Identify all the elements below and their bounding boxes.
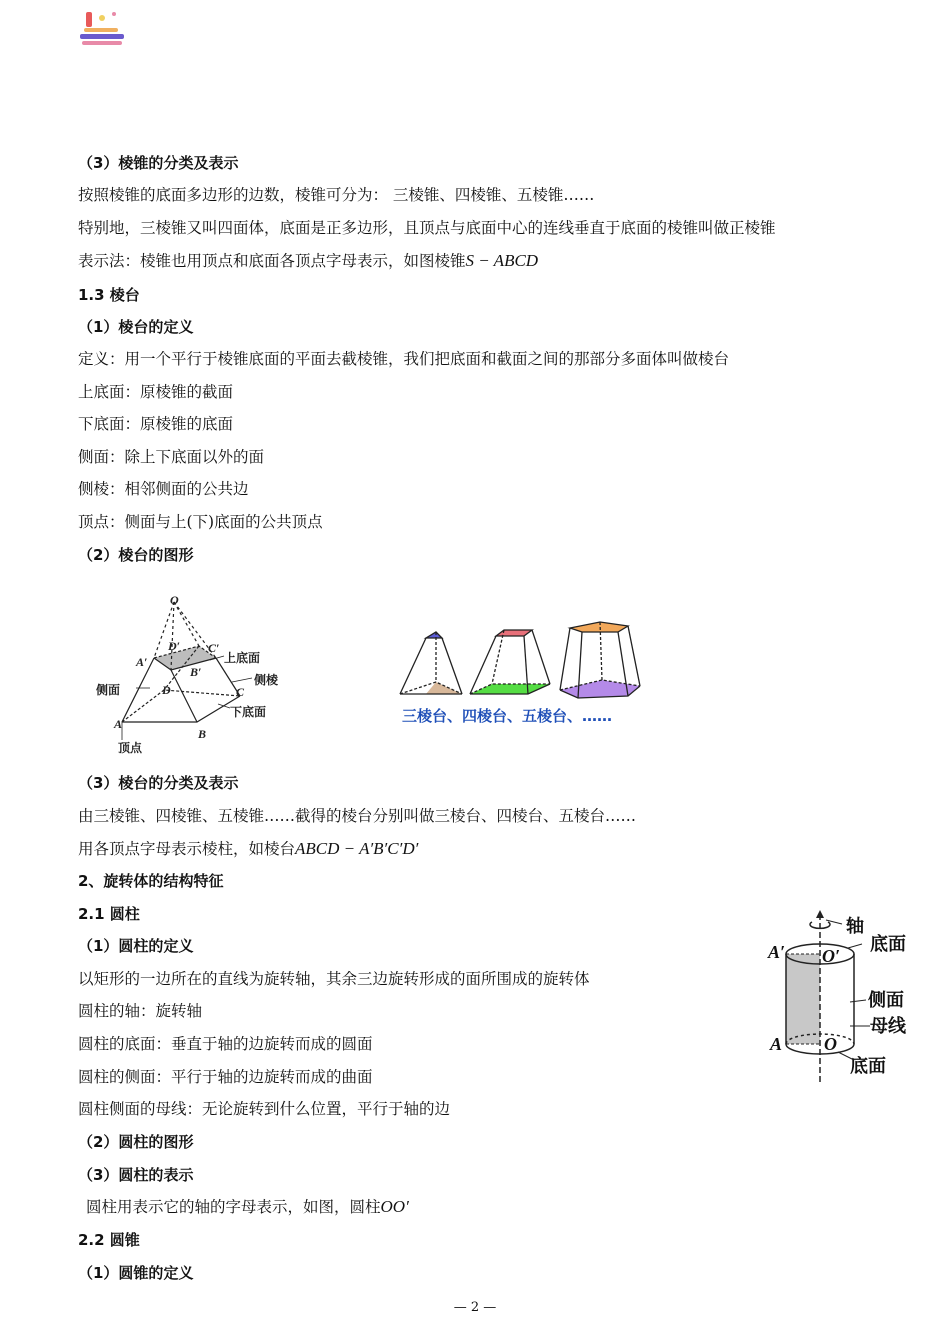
label-b: B (198, 727, 207, 741)
heading-frustum: 1.3 棱台 (78, 286, 140, 304)
logo-icon (78, 8, 130, 50)
label-o: O (170, 593, 179, 607)
frustum-types-caption: 三棱台、四棱台、五棱台、…… (402, 707, 613, 725)
heading-pyramid-classification: （3）棱锥的分类及表示 (78, 154, 239, 172)
text-line (78, 838, 418, 860)
heading-cylinder-figure: （2）圆柱的图形 (78, 1133, 194, 1151)
math-expression: OO′ (380, 1197, 409, 1216)
label-generatrix: 母线 (870, 1016, 906, 1037)
text-line: 圆柱的侧面：平行于轴的边旋转而成的曲面 (78, 1068, 373, 1086)
heading-frustum-figure: （2）棱台的图形 (78, 546, 194, 564)
heading-frustum-definition: （1）棱台的定义 (78, 318, 194, 336)
quadrilateral-frustum (470, 630, 550, 694)
text-span: 用各顶点字母表示棱柱，如棱台 (78, 840, 296, 858)
label-b1: B′ (190, 665, 202, 679)
heading-frustum-classification: （3）棱台的分类及表示 (78, 774, 239, 792)
label-o1: O′ (822, 946, 841, 966)
cylinder-diagram (762, 908, 922, 1088)
text-line: 特别地，三棱锥又叫四面体，底面是正多边形，且顶点与底面中心的连线垂直于底面的棱锥叫做正棱锥 (78, 219, 776, 237)
text-line: 上底面：原棱锥的截面 (78, 383, 234, 401)
pentagonal-frustum (560, 622, 640, 698)
label-c1: C′ (208, 641, 220, 655)
label-top-base: 上底面 (224, 651, 261, 665)
text-line: 顶点：侧面与上(下)底面的公共顶点 (78, 513, 323, 531)
text-line: 定义：用一个平行于棱锥底面的平面去截棱锥，我们把底面和截面之间的那部分多面体叫做棱台 (78, 350, 730, 368)
heading-solids-of-revolution: 2、旋转体的结构特征 (78, 872, 224, 890)
label-a: A (114, 717, 123, 731)
label-axis: 轴 (846, 916, 864, 937)
label-bottom-base: 下底面 (230, 705, 267, 719)
cylinder-shaded-section (786, 954, 820, 1044)
quad-top-face (496, 630, 532, 636)
page-number: — 2 — (453, 1300, 497, 1315)
heading-cylinder-notation: （3）圆柱的表示 (78, 1166, 194, 1184)
label-d1: D′ (168, 639, 181, 653)
heading-cone: 2.2 圆锥 (78, 1231, 140, 1249)
label-a: A (770, 1034, 783, 1054)
label-a1: A′ (768, 942, 786, 962)
frustum-diagram (92, 590, 292, 760)
label-d: D (162, 683, 171, 697)
label-side: 侧面 (868, 990, 904, 1011)
text-span: 表示法：棱锥也用顶点和底面各顶点字母表示，如图棱锥 (78, 252, 466, 270)
label-c: C (236, 685, 245, 699)
text-line: 圆柱的轴：旋转轴 (78, 1002, 203, 1020)
text-line: 侧面：除上下底面以外的面 (78, 448, 265, 466)
heading-cone-definition: （1）圆锥的定义 (78, 1264, 194, 1282)
text-line: 圆柱的底面：垂直于轴的边旋转而成的圆面 (78, 1035, 373, 1053)
label-a1: A′ (136, 655, 148, 669)
text-line: 圆柱侧面的母线：无论旋转到什么位置，平行于轴的边 (78, 1100, 451, 1118)
label-top-base: 底面 (870, 934, 906, 955)
text-span: 圆柱用表示它的轴的字母表示，如图，圆柱 (86, 1198, 381, 1216)
text-line: 以矩形的一边所在的直线为旋转轴，其余三边旋转形成的面所围成的旋转体 (78, 970, 590, 988)
axis-arrow-icon (816, 910, 824, 918)
heading-cylinder: 2.1 圆柱 (78, 905, 140, 923)
text-line: 按照棱锥的底面多边形的边数，棱锥可分为： 三棱锥、四棱锥、五棱锥…… (78, 186, 595, 204)
label-lateral-edge: 侧棱 (254, 673, 279, 687)
triangular-frustum (400, 632, 462, 694)
label-o: O (824, 1034, 837, 1054)
label-bottom-base: 底面 (850, 1056, 886, 1077)
text-line: 由三棱锥、四棱锥、五棱锥……截得的棱台分别叫做三棱台、四棱台、五棱台…… (78, 807, 637, 825)
heading-cylinder-definition: （1）圆柱的定义 (78, 937, 194, 955)
math-expression: S − ABCD (465, 251, 539, 270)
text-line (78, 250, 538, 272)
math-expression: ABCD − A′B′C′D′ (295, 839, 419, 858)
label-vertex: 顶点 (118, 741, 143, 755)
frustum-types-diagram (392, 618, 652, 730)
text-line: 下底面：原棱锥的底面 (78, 415, 234, 433)
text-line (86, 1196, 409, 1218)
text-line: 侧棱：相邻侧面的公共边 (78, 480, 249, 498)
label-side-face: 侧面 (96, 683, 121, 697)
